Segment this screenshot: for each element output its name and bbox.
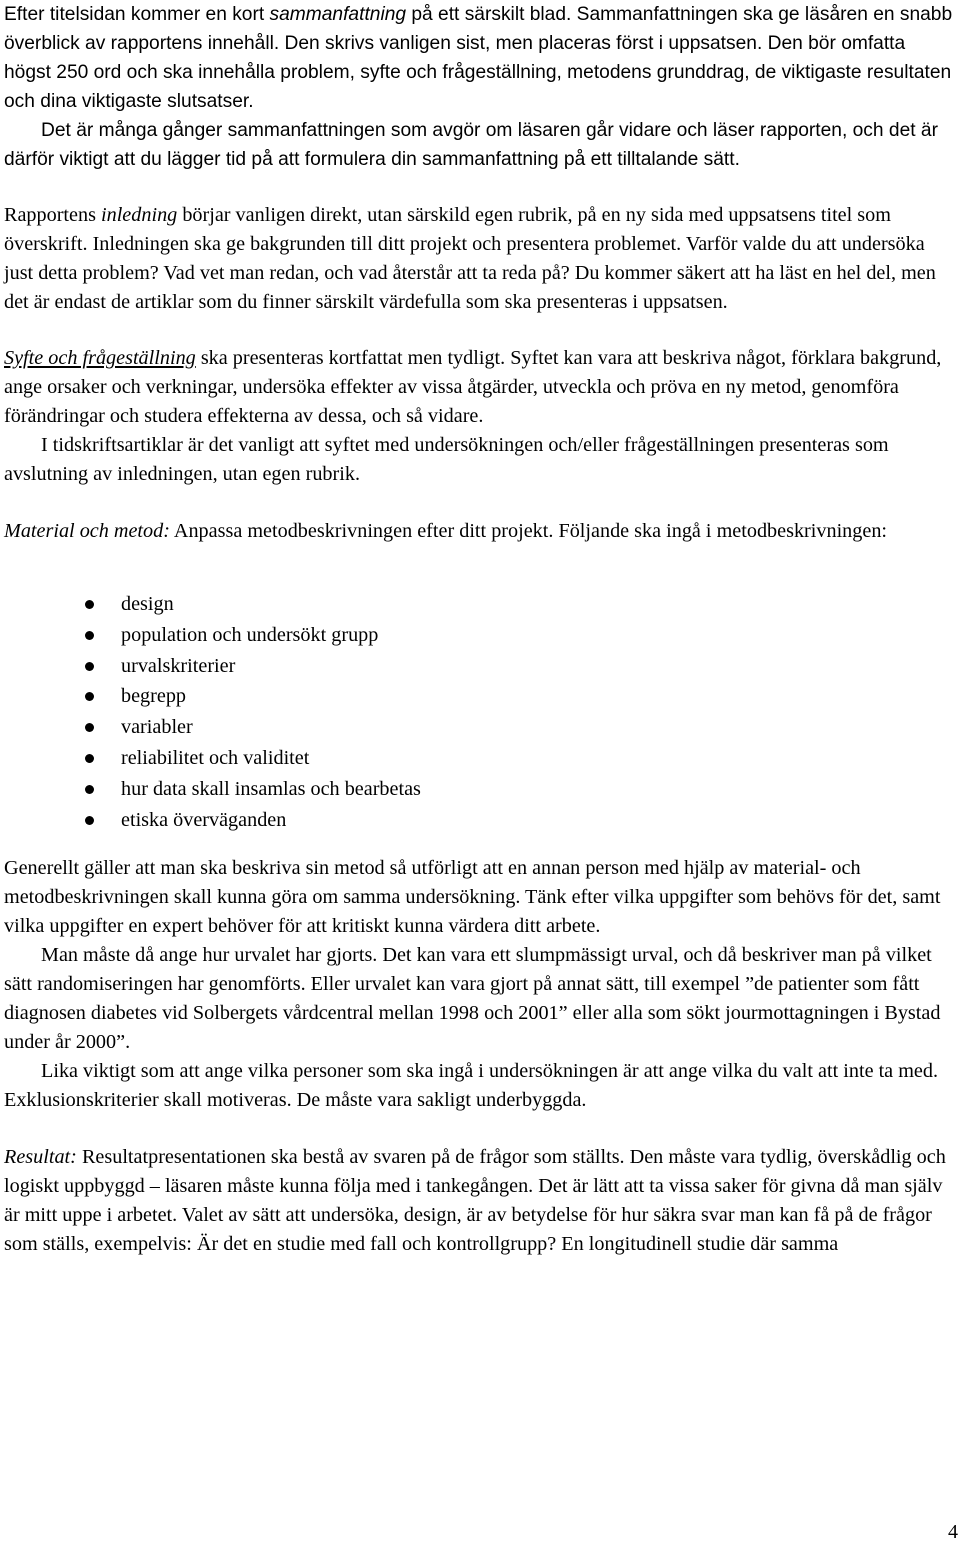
introduction-text-start: Rapportens xyxy=(4,204,101,226)
list-item: reliabilitet och validitet xyxy=(4,743,957,774)
method-text: Anpassa metodbeskrivningen efter ditt projekt. Följande ska ingå i metodbeskrivningen: xyxy=(169,520,888,542)
list-item: population och undersökt grupp xyxy=(4,620,957,651)
results-text: Resultatpresentationen ska bestå av svaren på de frågor som ställts. Den måste vara tydlig, överskådlig och logiskt uppbyggd – läsaren måste kunna följa med i tankegången. Det är lätt att ta vissa saker för givna då man själv är mitt uppe i arbetet. Valet av sätt att undersöka, design, är av betydelse för hur säkra svar man kan få på de frågor som ställs, exempelvis: Är det en studie med fall och kontrollgrupp? En longitudinell studie där samma xyxy=(4,1146,946,1256)
list-item: begrepp xyxy=(4,681,957,712)
list-item: design xyxy=(4,589,957,620)
introduction-term: inledning xyxy=(101,204,178,226)
aim-heading: Syfte och frågeställning xyxy=(4,347,196,369)
selection-paragraph: Man måste då ange hur urvalet har gjorts. Det kan vara ett slumpmässigt urval, och då beskriver man på vilket sätt randomiseringen har genomförts. Eller urvalet kan vara gjort på annat sätt, till exempel ”de patienter som fått diagnosen diabetes vid Solbergets vårdcentral mellan 1998 och 2001” eller alla som sökt jourmottagningen i Bystad under år 2000”. xyxy=(4,944,941,1054)
results-paragraph xyxy=(4,1143,957,1259)
summary-text-start: Efter titelsidan kommer en kort xyxy=(4,4,270,25)
method-heading: Material och metod: xyxy=(4,520,170,542)
list-item: variabler xyxy=(4,712,957,743)
method-detail-paragraph: Generellt gäller att man ska beskriva sin metod så utförligt att en annan person med hjälp av material- och metodbeskrivningen skall kunna göra om samma undersökning. Tänk efter vilka uppgifter som behövs för det, samt vilka uppgifter en expert behöver för att kritiskt kunna värdera ditt arbete. xyxy=(4,857,941,938)
document-page xyxy=(4,0,957,1259)
list-item: urvalskriterier xyxy=(4,651,957,682)
aim-paragraph xyxy=(4,344,957,431)
exclusion-paragraph: Lika viktigt som att ange vilka personer som ska ingå i undersökningen är att ange vilka du valt att inte ta med. Exklusionskriterier skall motiveras. De måste vara sakligt underbyggda. xyxy=(4,1060,938,1112)
summary-paragraph xyxy=(4,0,957,116)
summary-text-rest: på ett särskilt blad. Sammanfattningen ska ge läsåren en snabb överblick av rapportens innehåll. Den skrivs vanligen sist, men placeras först i uppsatsen. Den bör omfatta högst 250 ord och ska innehålla problem, syfte och frågeställning, metodens grunddrag, de viktigaste resultaten och dina viktigaste slutsatser. xyxy=(4,4,953,112)
summary-term: sammanfattning xyxy=(269,4,407,25)
method-bullet-list xyxy=(4,589,957,835)
results-heading: Resultat: xyxy=(4,1146,77,1169)
method-paragraph xyxy=(4,517,957,546)
page-number: 4 xyxy=(948,1521,958,1543)
summary-paragraph-2: Det är många gånger sammanfattningen som avgör om läsaren går vidare och läser rapporten, och det är därför viktigt att du lägger tid på att formulera din sammanfattning på ett tilltalande sätt. xyxy=(4,120,938,170)
aim-text: ska presenteras kortfattat men tydligt. Syftet kan vara att beskriva något, förklara bakgrund, ange orsaker och verkningar, undersöka effekter av vissa åtgärder, utveckla och pröva en ny metod, genomföra förändringar och studera effekterna av dessa, och så vidare. xyxy=(4,347,942,427)
aim-paragraph-2: I tidskriftsartiklar är det vanligt att syftet med undersökningen och/eller frågeställningen presenteras som avslutning av inledningen, utan egen rubrik. xyxy=(4,434,889,485)
introduction-paragraph xyxy=(4,201,957,317)
list-item: etiska överväganden xyxy=(4,805,957,836)
introduction-text-rest: börjar vanligen direkt, utan särskild egen rubrik, på en ny sida med uppsatsens titel som överskrift. Inledningen ska ge bakgrunden till ditt projekt och presentera problemet. Varför valde du att undersöka just detta problem? Vad vet man redan, och vad återstår att ta reda på? Du kommer säkert att ha läst en hel del, men det är endast de artiklar som du finner särskilt värdefulla som ska presenteras i uppsatsen. xyxy=(4,204,936,313)
list-item: hur data skall insamlas och bearbetas xyxy=(4,774,957,805)
